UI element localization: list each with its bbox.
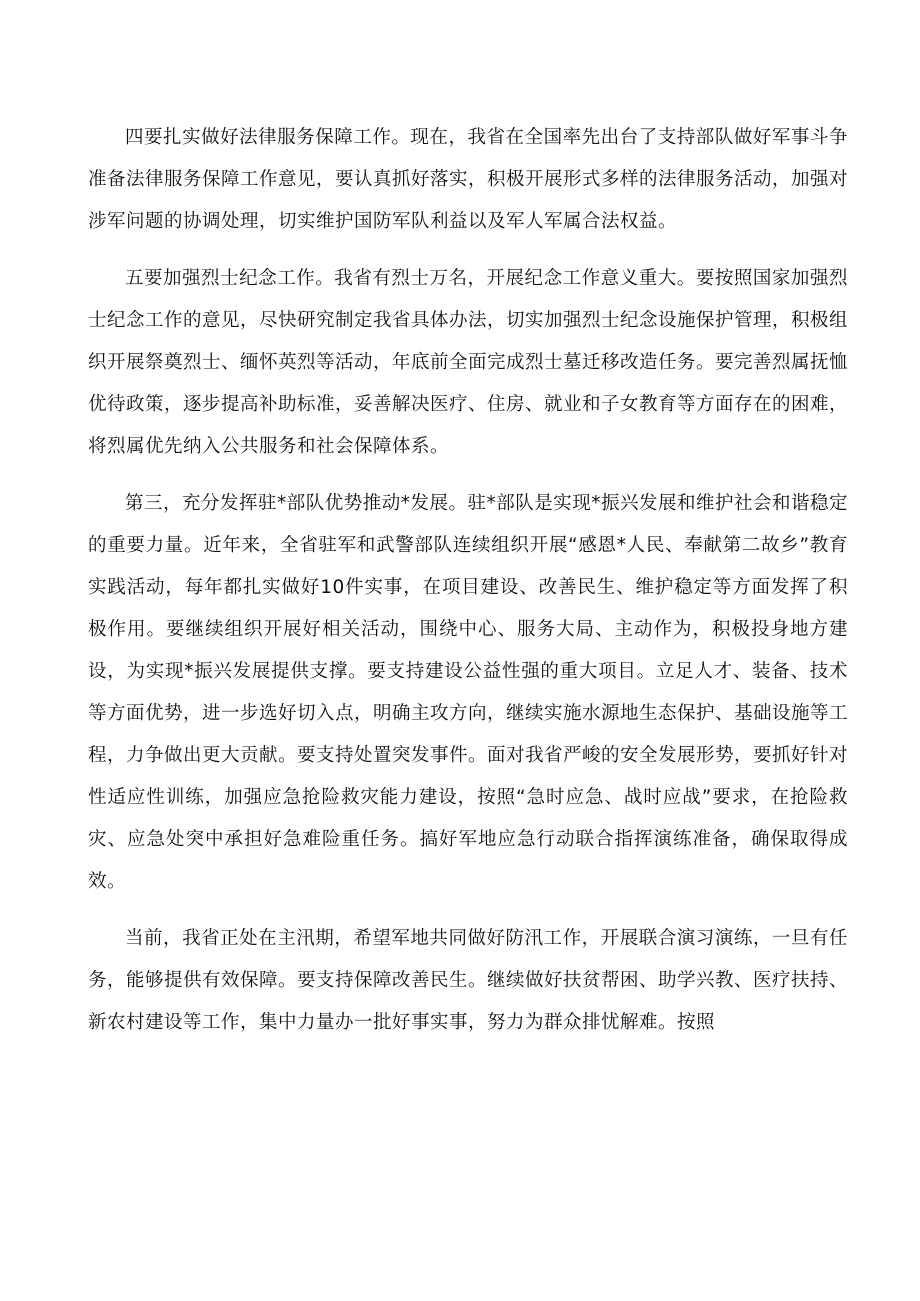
document-body [88,117,848,1062]
paragraph-troop-advantages: 第三，充分发挥驻*部队优势推动*发展。驻*部队是实现*振兴发展和维护社会和谐稳定的重要力量。近年来，全省驻军和武警部队连续组织开展“感恩*人民、奉献第二故乡”教育实践活动，每年都扎实做好10件实事，在项目建设、改善民生、维护稳定等方面发挥了积极作用。要继续组织开展好相关活动，围绕中心、服务大局、主动作为，积极投身地方建设，为实现*振兴发展提供支撑。要支持建设公益性强的重大项目。立足人才、装备、技术等方面优势，进一步选好切入点，明确主攻方向，继续实施水源地生态保护、基础设施等工程，力争做出更大贡献。要支持处置突发事件。面对我省严峻的安全发展形势，要抓好针对性适应性训练，加强应急抢险救灾能力建设，按照“急时应急、战时应战”要求，在抢险救灾、应急处突中承担好急难险重任务。搞好军地应急行动联合指挥演练准备，确保取得成效。 [88,493,849,892]
paragraph-legal-services: 四要扎实做好法律服务保障工作。现在，我省在全国率先出台了支持部队做好军事斗争准备法律服务保障工作意见，要认真抓好落实，积极开展形式多样的法律服务活动，加强对涉军问题的协调处理，切实维护国防军队利益以及军人军属合法权益。 [88,127,849,232]
paragraph-flood-season: 当前，我省正处在主汛期，希望军地共同做好防汛工作，开展联合演习演练，一旦有任务，能够提供有效保障。要支持保障改善民生。继续做好扶贫帮困、助学兴教、医疗扶持、新农村建设等工作，集中力量办一批好事实事，努力为群众排忧解难。按照 [88,928,849,1033]
paragraph-martyr-memorial: 五要加强烈士纪念工作。我省有烈士万名，开展纪念工作意义重大。要按照国家加强烈士纪念工作的意见，尽快研究制定我省具体办法，切实加强烈士纪念设施保护管理，积极组织开展祭奠烈士、缅怀英烈等活动，年底前全面完成烈士墓迁移改造任务。要完善烈属抚恤优待政策，逐步提高补助标准，妥善解决医疗、住房、就业和子女教育等方面存在的困难，将烈属优先纳入公共服务和社会保障体系。 [88,268,849,457]
